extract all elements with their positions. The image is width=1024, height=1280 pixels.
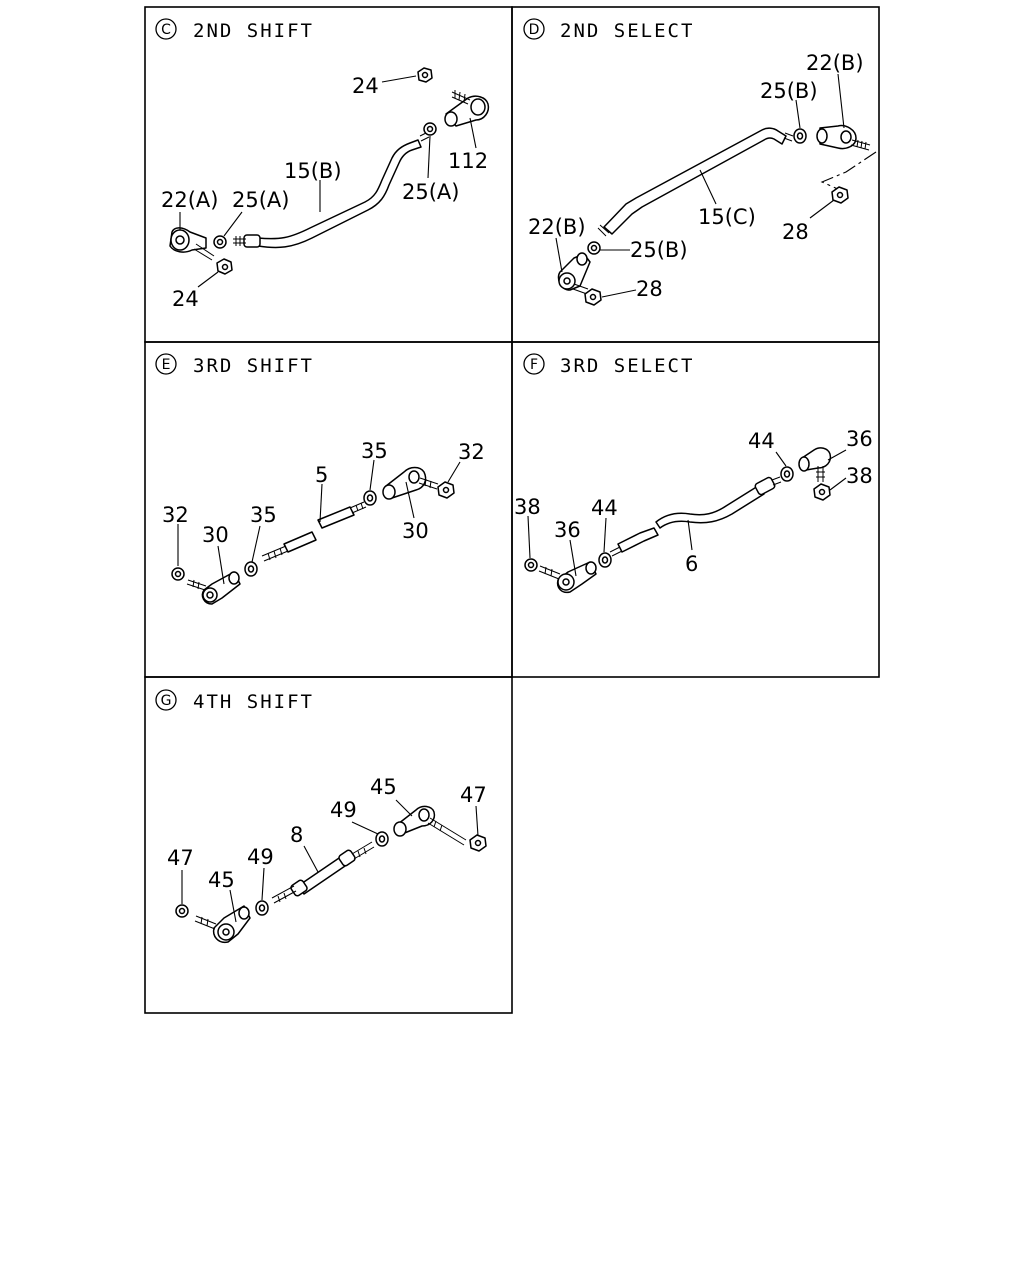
nut-35-left xyxy=(245,562,257,576)
label-112: 112 xyxy=(448,149,489,173)
panel-c xyxy=(156,19,488,311)
label-47-right: 47 xyxy=(460,783,487,807)
label-22b-bottom: 22(B) xyxy=(528,215,586,239)
panel-c-labels xyxy=(161,74,488,311)
rod-6 xyxy=(610,476,781,556)
panel-g-title: 4TH SHIFT xyxy=(193,691,314,713)
rod-end-30-right xyxy=(383,468,438,500)
panel-e-header xyxy=(156,354,314,377)
panel-g-letter: G xyxy=(160,693,172,709)
label-25b-bottom: 25(B) xyxy=(630,238,688,262)
label-22a: 22(A) xyxy=(161,188,219,212)
panel-d-title: 2ND SELECT xyxy=(560,20,695,42)
rod-end-45-left xyxy=(195,906,250,942)
nut-28-bottom xyxy=(585,289,601,305)
nut-25b-top xyxy=(794,129,806,143)
panel-f xyxy=(514,354,873,592)
panel-f-title: 3RD SELECT xyxy=(560,355,695,377)
label-36-left: 36 xyxy=(554,518,581,542)
label-30-right: 30 xyxy=(402,519,429,543)
label-45-left: 45 xyxy=(208,868,235,892)
panel-d-letter: D xyxy=(528,22,540,38)
nut-47-left xyxy=(176,905,188,917)
panel-f-header xyxy=(524,354,694,377)
label-25a-left: 25(A) xyxy=(232,188,290,212)
panel-f-letter: F xyxy=(529,357,539,373)
label-49-right: 49 xyxy=(330,798,357,822)
label-36-right: 36 xyxy=(846,427,873,451)
panel-d xyxy=(524,19,876,305)
panel-e-labels xyxy=(162,439,485,547)
ball-joint-36-right xyxy=(799,448,830,482)
ball-joint-22b-top xyxy=(817,126,870,150)
nut-28-top xyxy=(832,187,848,203)
connection-line xyxy=(822,152,876,190)
label-22b-top: 22(B) xyxy=(806,51,864,75)
nut-47-right xyxy=(470,835,486,851)
label-5: 5 xyxy=(315,463,329,487)
nut-32-left xyxy=(172,568,184,580)
nut-25b-bottom xyxy=(588,242,600,254)
nut-25a-right xyxy=(424,123,436,135)
panel-c-letter: C xyxy=(161,22,171,38)
nut-24-bottom xyxy=(217,259,232,274)
label-24-top: 24 xyxy=(352,74,379,98)
nut-44-left xyxy=(599,553,611,567)
panel-d-leaders xyxy=(556,74,844,297)
rod-5 xyxy=(262,502,366,561)
label-24-bottom: 24 xyxy=(172,287,199,311)
label-15c: 15(C) xyxy=(698,205,756,229)
nut-32-right xyxy=(438,482,454,498)
label-30-left: 30 xyxy=(202,523,229,547)
label-35-left: 35 xyxy=(250,503,277,527)
label-45-right: 45 xyxy=(370,775,397,799)
nut-25a-left xyxy=(214,236,226,248)
rod-end-45-right xyxy=(394,806,466,845)
label-8: 8 xyxy=(290,823,304,847)
label-32-left: 32 xyxy=(162,503,189,527)
panel-e-title: 3RD SHIFT xyxy=(193,355,314,377)
rod-8 xyxy=(272,842,374,903)
label-35-right: 35 xyxy=(361,439,388,463)
panel-g xyxy=(156,690,487,942)
label-44-right: 44 xyxy=(748,429,775,453)
label-25b-top: 25(B) xyxy=(760,79,818,103)
label-28-top: 28 xyxy=(782,220,809,244)
label-38-right: 38 xyxy=(846,464,873,488)
label-32-right: 32 xyxy=(458,440,485,464)
label-28-bottom: 28 xyxy=(636,277,663,301)
nut-49-left xyxy=(256,901,268,915)
rod-15c xyxy=(598,128,793,236)
nut-35-right xyxy=(364,491,376,505)
nut-24-top xyxy=(418,68,432,82)
label-38-left: 38 xyxy=(514,495,541,519)
panel-e xyxy=(156,354,485,604)
label-44-left: 44 xyxy=(591,496,618,520)
panel-d-header xyxy=(524,19,694,42)
nut-44-right xyxy=(781,467,793,481)
ball-joint-22b-bottom xyxy=(558,253,590,294)
label-25a-right: 25(A) xyxy=(402,180,460,204)
label-15b: 15(B) xyxy=(284,159,342,183)
label-49-left: 49 xyxy=(247,845,274,869)
ball-joint-36-left xyxy=(539,562,596,592)
label-47-left: 47 xyxy=(167,846,194,870)
panel-c-title: 2ND SHIFT xyxy=(193,20,314,42)
nut-38-left xyxy=(525,559,537,571)
panel-e-letter: E xyxy=(161,357,171,373)
panel-c-header xyxy=(156,19,314,42)
rod-end-30-left xyxy=(187,572,240,604)
label-6: 6 xyxy=(685,552,699,576)
panel-g-header xyxy=(156,690,314,713)
ball-joint-112 xyxy=(445,90,488,126)
nut-38-right xyxy=(814,484,830,500)
ball-joint-22a xyxy=(170,228,214,260)
